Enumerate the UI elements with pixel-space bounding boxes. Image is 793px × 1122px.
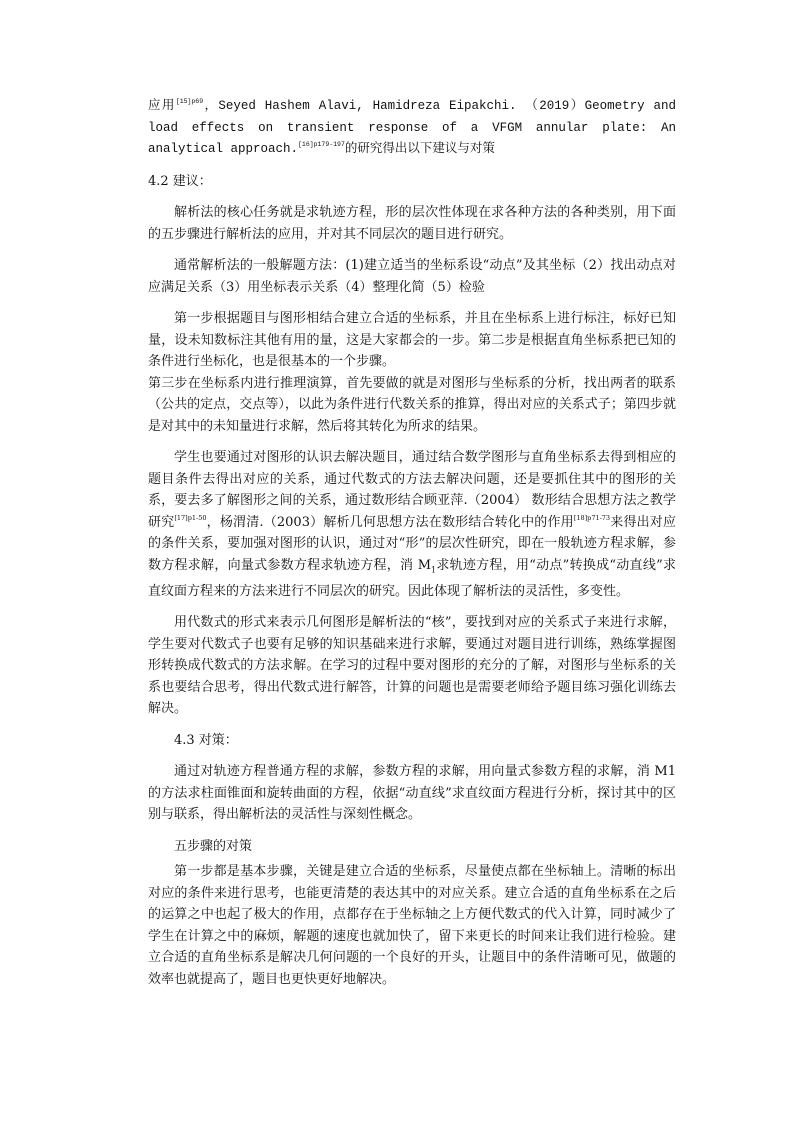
paragraph-first-step: 第一步都是基本步骤，关键是建立合适的坐标系，尽量使点都在坐标轴上。清晰的标出对应的条件来进行思考，也能更清楚的表达其中的对应关系。建立合适的直角坐标系在之后的运算之中也起了极大的作用，点都存在于坐标轴之上方便代数式的代入计算，同时减少了学生在计算之中的麻烦，解题的速度也就加快了，留下来更长的时间来让我们进行检验。建立合适的直角坐标系是解决几何问题的一个良好的开头，让题目中的条件清晰可见，做题的效率也就提高了，题目也更快更好地解决。: [148, 864, 676, 987]
citation-15: [15]p69: [175, 98, 204, 105]
p5-text-c: 来得出对应的条件关系，要加强对图形的认识，通过对“形”的层次性研究，即在一般轨迹方程求解，参数方程求解，向量式参数方程求轨迹方程，消 M: [148, 514, 676, 573]
intro-text-2: ，Seyed Hashem Alavi, Hamidreza Eipakchi. （2019）Geometry and load effects on transient response of a VFGM annular plate: An analytical approach.: [148, 99, 676, 156]
citation-17: [17]p1-50: [174, 513, 207, 522]
paragraph-algebraic-core: 用代数式的形式来表示几何图形是解析法的“核”，要找到对应的关系式子来进行求解，学生要对代数式子也要有足够的知识基础来进行求解，要通过对题目进行训练，熟练掌握图形转换成代数式的方法求解。在学习的过程中要对图形的充分的了解，对图形与坐标系的关系也要结合思考，得出代数式进行解答，计算的问题也是需要老师给予题目练习强化训练去解决。: [148, 615, 676, 717]
section-heading-4-3: 4.3 对策：: [174, 732, 238, 748]
paragraph-strategy: 通过对轨迹方程普通方程的求解，参数方程的求解，用向量式参数方程的求解，消 M1 的方法求柱面锥面和旋转曲面的方程，依据“动直线”求直纹面方程进行分析，探讨其中的区别与联系，得出解析法的灵活性与深刻性概念。: [148, 764, 676, 823]
p5-text-d: 求轨迹方程，用“动点”转换成“动直线”求直纹面方程来的方法来进行不同层次的研究。因此体现了解析法的灵活性，多变性。: [148, 557, 676, 599]
paragraph-step-one-two: 第一步根据题目与图形相结合建立合适的坐标系，并且在坐标系上进行标注，标好已知量，设未知数标注其他有用的量，这是大家都会的一步。第二步是根据直角坐标系把已知的条件进行坐标化，也是很基本的一个步骤。: [148, 311, 676, 369]
paragraph-core-task: 解析法的核心任务就是求轨迹方程，形的层次性体现在求各种方法的各种类别，用下面的五步骤进行解析法的应用，并对其不同层次的题目进行研究。: [148, 205, 676, 242]
citation-18: [18]p71-73: [573, 513, 611, 522]
intro-text-1: 应用: [148, 99, 176, 113]
paragraph-step-three-four: 第三步在坐标系内进行推理演算，首先要做的就是对图形与坐标系的分析，找出两者的联系（公共的定点，交点等），以此为条件进行代数关系的推算，得出对应的关系式子；第四步就是对其中的未知量进行求解，然后将其转化为所求的结果。: [148, 375, 676, 434]
paragraph-student-graph: [148, 447, 676, 602]
citation-16: [16]p179-197: [298, 141, 345, 148]
intro-paragraph: [148, 96, 676, 161]
section-heading-4-2: 4.2 建议：: [148, 173, 212, 189]
intro-text-3: 的研究得出以下建议与对策: [344, 142, 495, 156]
paragraph-general-method: 通常解析法的一般解题方法：(1)建立适当的坐标系设“动点”及其坐标（2）找出动点对应满足关系（3）用坐标表示关系（4）整理化简（5）检验: [148, 258, 676, 295]
page-body: [148, 96, 676, 990]
p5-text-b: ，杨渭清.（2003）解析几何思想方法在数形结合转化中的作用: [206, 514, 574, 530]
subheading-five-steps: 五步骤的对策: [174, 838, 253, 854]
p5-text-a: 学生也要通过对图形的认识去解决题目，通过结合数学图形与直角坐标系去得到相应的题目条件去得出对应的关系，通过代数式的方法去解决问题，还是要抓住其中的图形的关系，要去多了解图形之间的关系，通过数形结合顾亚萍.（2004） 数形结合思想方法之教学研究: [148, 450, 676, 530]
m-subscript: 1: [431, 565, 437, 575]
